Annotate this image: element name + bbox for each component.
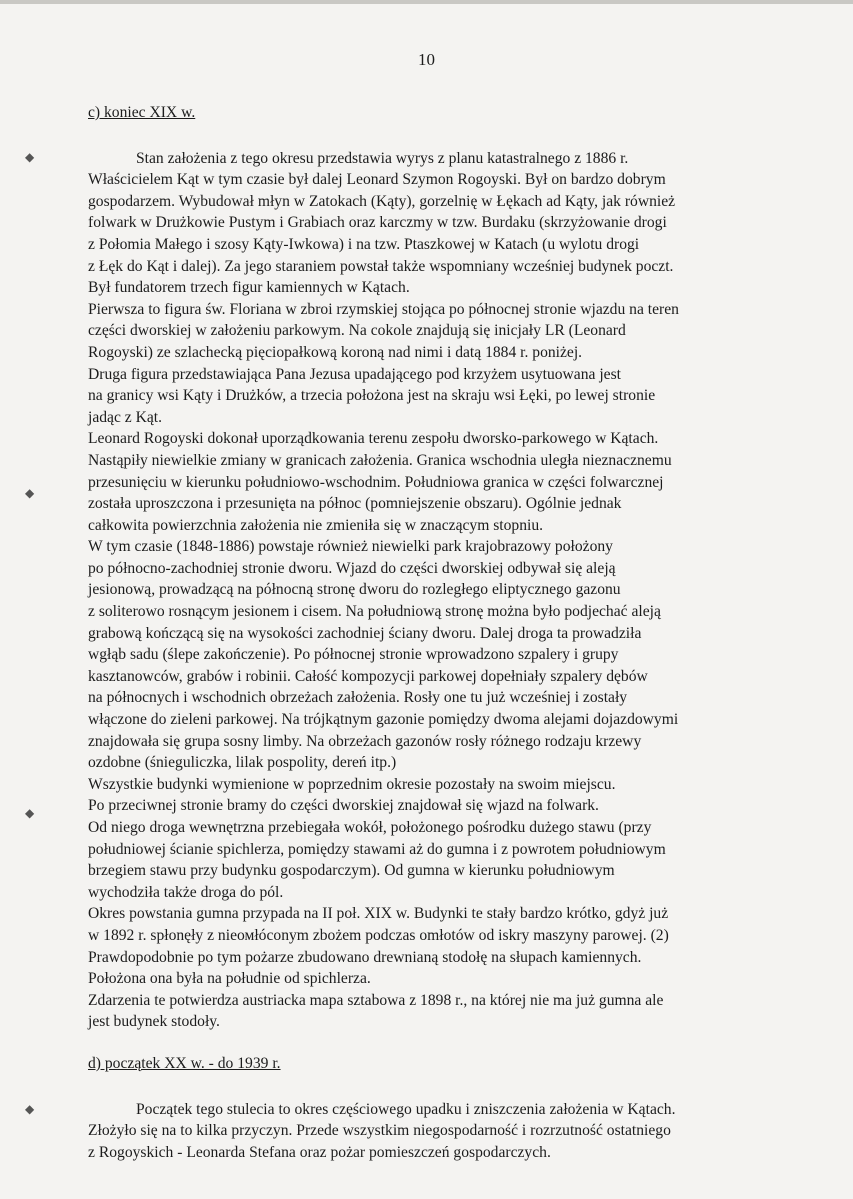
text-line: wgłąb sadu (ślepe zakończenie). Po północnej stronie wprowadzono szpalery i grupy — [88, 646, 619, 664]
section-text — [88, 148, 748, 1033]
text-line: na granicy wsi Kąty i Drużków, a trzecia położona jest na skraju wsi Łęki, po lewej stronie — [88, 387, 656, 405]
section-heading: d) początek XX w. - do 1939 r. — [88, 1054, 281, 1072]
text-line: w 1892 r. spłonęły z niеомłóconym zbożem podczas omłotów od iskry maszyny parowej. (2) — [88, 926, 669, 944]
text-line: włączone do zieleni parkowej. Na trójkątnym gazonie pomiędzy dwoma alejami dojazdowymi — [88, 711, 679, 729]
text-line: przesunięciu w kierunku południowo-wschodnim. Południowa granica w części folwarcznej — [88, 473, 664, 491]
text-line: Zdarzenia te potwierdza austriacka mapa sztabowa z 1898 r., na której nie ma już gumna ale — [88, 991, 664, 1009]
text-line: kasztanowców, grabów i robinii. Całość kompozycji parkowej dopełniały szpalery dębów — [88, 667, 648, 685]
text-line: Wszystkie budynki wymienione w poprzednim okresie pozostały na swoim miejscu. — [88, 775, 616, 793]
punch-hole-mark — [25, 1106, 32, 1113]
text-line: wychodziła także droga do pól. — [88, 883, 284, 901]
text-line: po północno-zachodniej stronie dworu. Wjazd do części dworskiej odbywał się aleją — [88, 559, 616, 577]
text-line: z Połomia Małego i szosy Kąty-Iwkowa) i na tzw. Ptaszkowej w Katach (u wylotu drogi — [88, 235, 640, 253]
text-line: W tym czasie (1848-1886) powstaje również niewielki park krajobrazowy położony — [88, 538, 613, 556]
text-line: jesionową, prowadzącą na północną stronę dworu do rozległego eliptycznego gazonu — [88, 581, 621, 599]
text-line: na północnych i wschodnich obrzeżach założenia. Rosły one tu już wcześniej i zostały — [88, 689, 628, 707]
scan-edge — [0, 0, 853, 4]
text-line: Okres powstania gumna przypada na II poł. XIX w. Budynki te stały bardzo krótko, gdyż już — [88, 905, 669, 923]
text-line: folwark w Drużkowie Pustym i Grabiach oraz karczmy w tzw. Burdaku (skrzyżowanie drogi — [88, 214, 667, 232]
text-line: znajdowała się grupa sosny limby. Na obrzeżach gazonów rosły różnego rodzaju krzewy — [88, 732, 642, 750]
text-line: Rogoyski) ze szlachecką pięciopałkową koroną nad nimi i datą 1884 r. poniżej. — [88, 343, 583, 361]
text-line: z Rogoyskich - Leonarda Stefana oraz pożar pomieszczeń gospodarczych. — [88, 1143, 551, 1161]
text-line: Druga figura przedstawiająca Pana Jezusa upadającego pod krzyżem usytuowana jest — [88, 365, 621, 383]
text-line: Stan założenia z tego okresu przedstawia wyrys z planu katastralnego z 1886 r. — [136, 149, 629, 167]
text-line: Po przeciwnej stronie bramy do części dworskiej znajdował się wjazd na folwark. — [88, 797, 599, 815]
text-line: Leonard Rogoyski dokonał uporządkowania terenu zespołu dworsko-parkowego w Kątach. — [88, 430, 659, 448]
text-line: Był fundatorem trzech figur kamiennych w Kątach. — [88, 279, 410, 297]
text-line: Nastąpiły niewielkie zmiany w granicach założenia. Granica wschodnia uległa nieznacznemu — [88, 451, 672, 469]
text-line: Pierwsza to figura św. Floriana w zbroi rzymskiej stojąca po północnej stronie wjazdu na teren — [88, 300, 679, 318]
text-line: z soliterowo rosnącym jesionem i cisem. Na południową stronę można było podjechać aleją — [88, 603, 661, 621]
text-line: Położona ona była na południe od spichlerza. — [88, 970, 371, 988]
text-line: całkowita powierzchnia założenia nie zmieniła się w znaczącym stopniu. — [88, 516, 544, 534]
page-number: 10 — [418, 50, 435, 69]
section-text — [88, 1099, 748, 1164]
text-line: gospodarzem. Wybudował młyn w Zatokach (Kąty), gorzelnię w Łękach ad Kąty, jak również — [88, 192, 676, 210]
text-line: Właścicielem Kąt w tym czasie był dalej Leonard Szymon Rogoyski. Był on bardzo dobrym — [88, 171, 666, 189]
text-line: Prawdopodobnie po tym pożarze zbudowano drewnianą stodołę na słupach kamiennych. — [88, 948, 642, 966]
text-line: jest budynek stodoły. — [88, 1013, 220, 1031]
text-line: grabową kończącą się na wysokości zachodniej ściany dworu. Dalej droga ta prowadziła — [88, 624, 642, 642]
section-heading: c) koniec XIX w. — [88, 104, 196, 121]
document-body — [88, 98, 748, 1163]
text-line: została uproszczona i przesunięta na północ (pomniejszenie obszaru). Ogólnie jednak — [88, 495, 622, 513]
text-line: południowej ścianie spichlerza, pomiędzy stawami aż do gumna i z powrotem południowym — [88, 840, 666, 858]
text-line: Złożyło się na to kilka przyczyn. Przede wszystkim niegospodarność i rozrzutność ostatniego — [88, 1122, 671, 1140]
punch-hole-mark — [25, 490, 32, 497]
text-line: Od niego droga wewnętrzna przebiegała wokół, położonego pośrodku dużego stawu (przy — [88, 819, 652, 836]
text-line: Początek tego stulecia to okres częściowego upadku i zniszczenia założenia w Kątach. — [136, 1100, 676, 1118]
punch-hole-mark — [25, 154, 32, 161]
text-line: z Łęk do Kąt i dalej). Za jego staraniem powstał także wspomniany wcześniej budynek poczt. — [88, 257, 674, 275]
text-line: jadąc z Kąt. — [88, 408, 163, 426]
text-line: ozdobne (śnieguliczka, lilak pospolity, dereń itp.) — [88, 754, 397, 772]
text-line: części dworskiej w założeniu parkowym. Na cokole znajdują się inicjały LR (Leonard — [88, 322, 626, 340]
punch-hole-mark — [25, 810, 32, 817]
text-line: brzegiem stawu przy budynku gospodarczym). Od gumna w kierunku południowym — [88, 862, 615, 880]
